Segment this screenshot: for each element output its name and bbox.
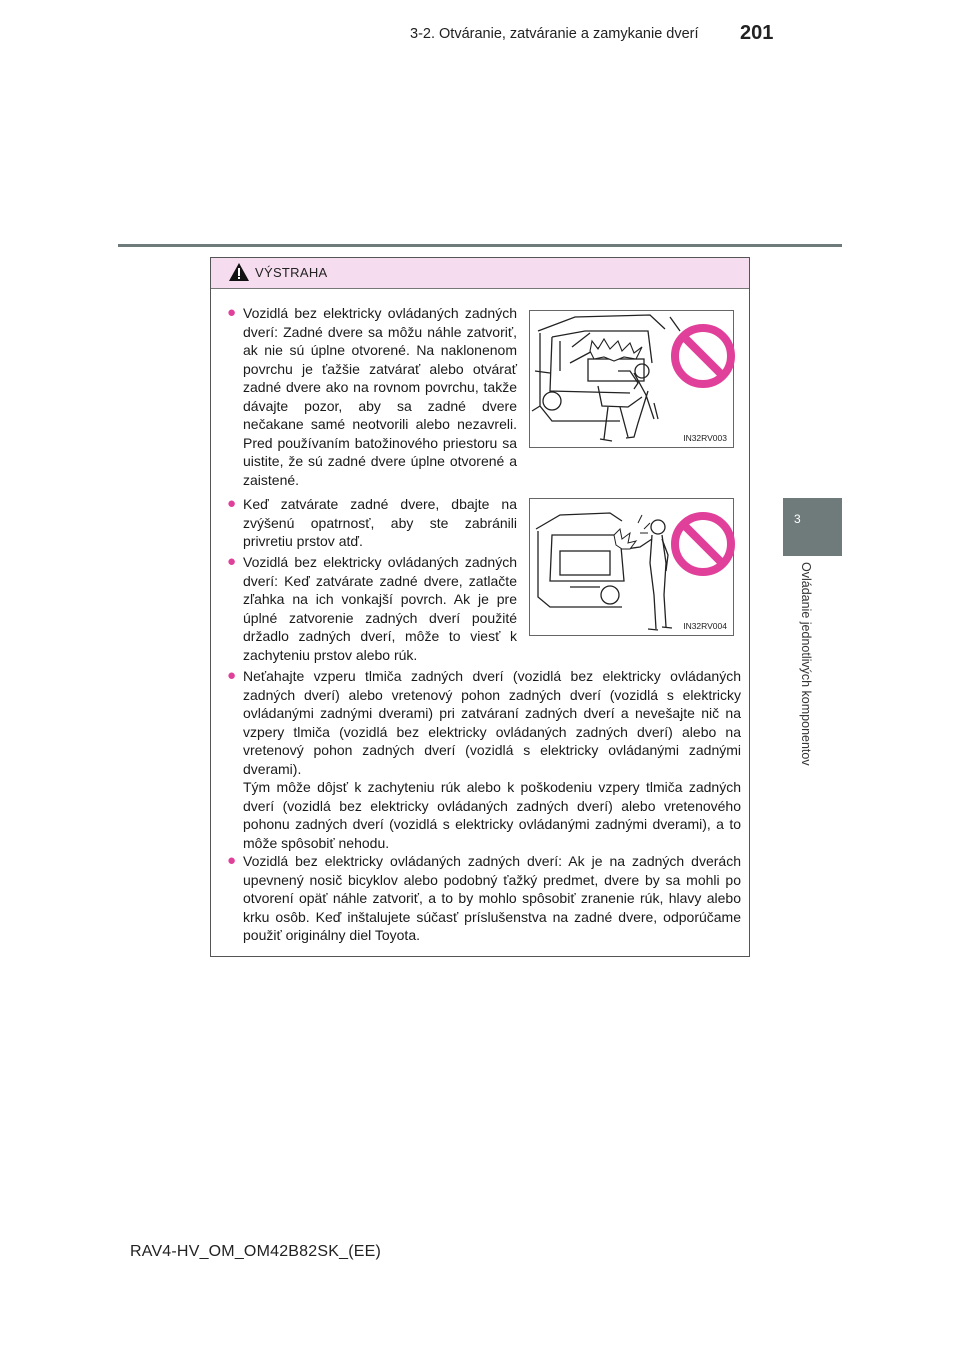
prohibition-icon [670,323,736,389]
figure-finger-pinch [529,498,734,636]
warning-triangle-icon [228,262,250,282]
chapter-tab [783,498,842,556]
warning-item-3: ● Vozidlá bez elektricky ovládaných zadných dverí: Keď zatvárate zadné dvere, zatlačte zľahka na ich vonkajší povrch. Ak je pre úplné zatvorenie zadných dverí použité držadlo zadných dverí, môže to viesť k zachyteniu prstov alebo rúk. [227,553,517,663]
warning-item-1: ● Vozidlá bez elektricky ovládaných zadných dverí: Zadné dvere sa môžu náhle zatvoriť, ak nie sú úplne otvorené. Na naklonenom povrchu je ťažšie zatvárať alebo otvárať zadné dvere ako na rovnom povrchu, takže dávajte pozor, aby sa zadné dvere nečakane samé neotvorili alebo nezavreli. Pred používaním batožinového priestoru sa uistite, že sú zadné dvere úplne otvorené a zaistené. [227,304,517,488]
warning-item-4: ● Neťahajte vzperu tlmiča zadných dverí (vozidlá bez elektricky ovládaných zadných dverí) alebo vretenový pohon zadných dverí (vozidlá s elektricky ovládanými zadnými dverami) pri zatváraní zadných dverí a nevešajte nič na vzpery tlmiča (vozidlá bez elektricky ovládaných zadných dverí) alebo na vretenový pohon zadných dverí (vozidlá s elektricky ovládanými zadnými dverami). Tým môže dôjsť k zachyteniu rúk alebo k poškodeniu vzpery tlmiča zadných dverí (vozidlá bez elektricky ovládaných zadných dverí) alebo vretenového pohonu zadných dverí (vozidlá s elektricky ovládanými zadnými dverami), a to môže spôsobiť nehodu. [227,667,741,851]
bullet-icon: ● [227,553,237,570]
prohibition-icon [670,511,736,577]
header-rule [118,244,842,247]
warning-item-2: ● Keď zatvárate zadné dvere, dbajte na zvýšenú opatrnosť, aby ste zabránili privretiu prstov atď. [227,495,517,549]
bullet-icon: ● [227,304,237,321]
warning-header [211,258,749,289]
warning-item-4-continuation: Tým môže dôjsť k zachyteniu rúk alebo k poškodeniu vzpery tlmiča zadných dverí (vozidlá bez elektricky ovládaných zadných dverí) alebo vretenového pohonu zadných dverí (vozidlá s elektricky ovládanými zadnými dverami), a to môže spôsobiť nehodu. [243,779,741,851]
figure-tailgate-closing [529,310,734,448]
bullet-icon: ● [227,667,237,684]
bullet-icon: ● [227,495,237,512]
page-number: 201 [740,22,774,44]
bullet-icon: ● [227,852,237,869]
warning-title: VÝSTRAHA [255,265,328,280]
document-code: RAV4-HV_OM_OM42B82SK_(EE) [130,1243,382,1260]
chapter-label: Ovládanie jednotlivých komponentov [799,562,813,766]
figure-code: IN32RV004 [683,621,727,631]
figure-code: IN32RV003 [683,433,727,443]
warning-item-5: ● Vozidlá bez elektricky ovládaných zadných dverí: Ak je na zadných dverách upevnený nosič bicyklov alebo podobný ťažký predmet, dvere by sa mohli po otvorení opäť náhle zatvoriť, a to by mohlo spôsobiť zranenie rúk, hlavy alebo krku osôb. Keď inštalujete súčasť príslušenstva na zadné dvere, odporúčame použiť originálny diel Toyota. [227,852,741,943]
warning-box [210,257,750,957]
chapter-number: 3 [794,512,801,526]
section-title: 3-2. Otváranie, zatváranie a zamykanie dverí [410,26,699,42]
